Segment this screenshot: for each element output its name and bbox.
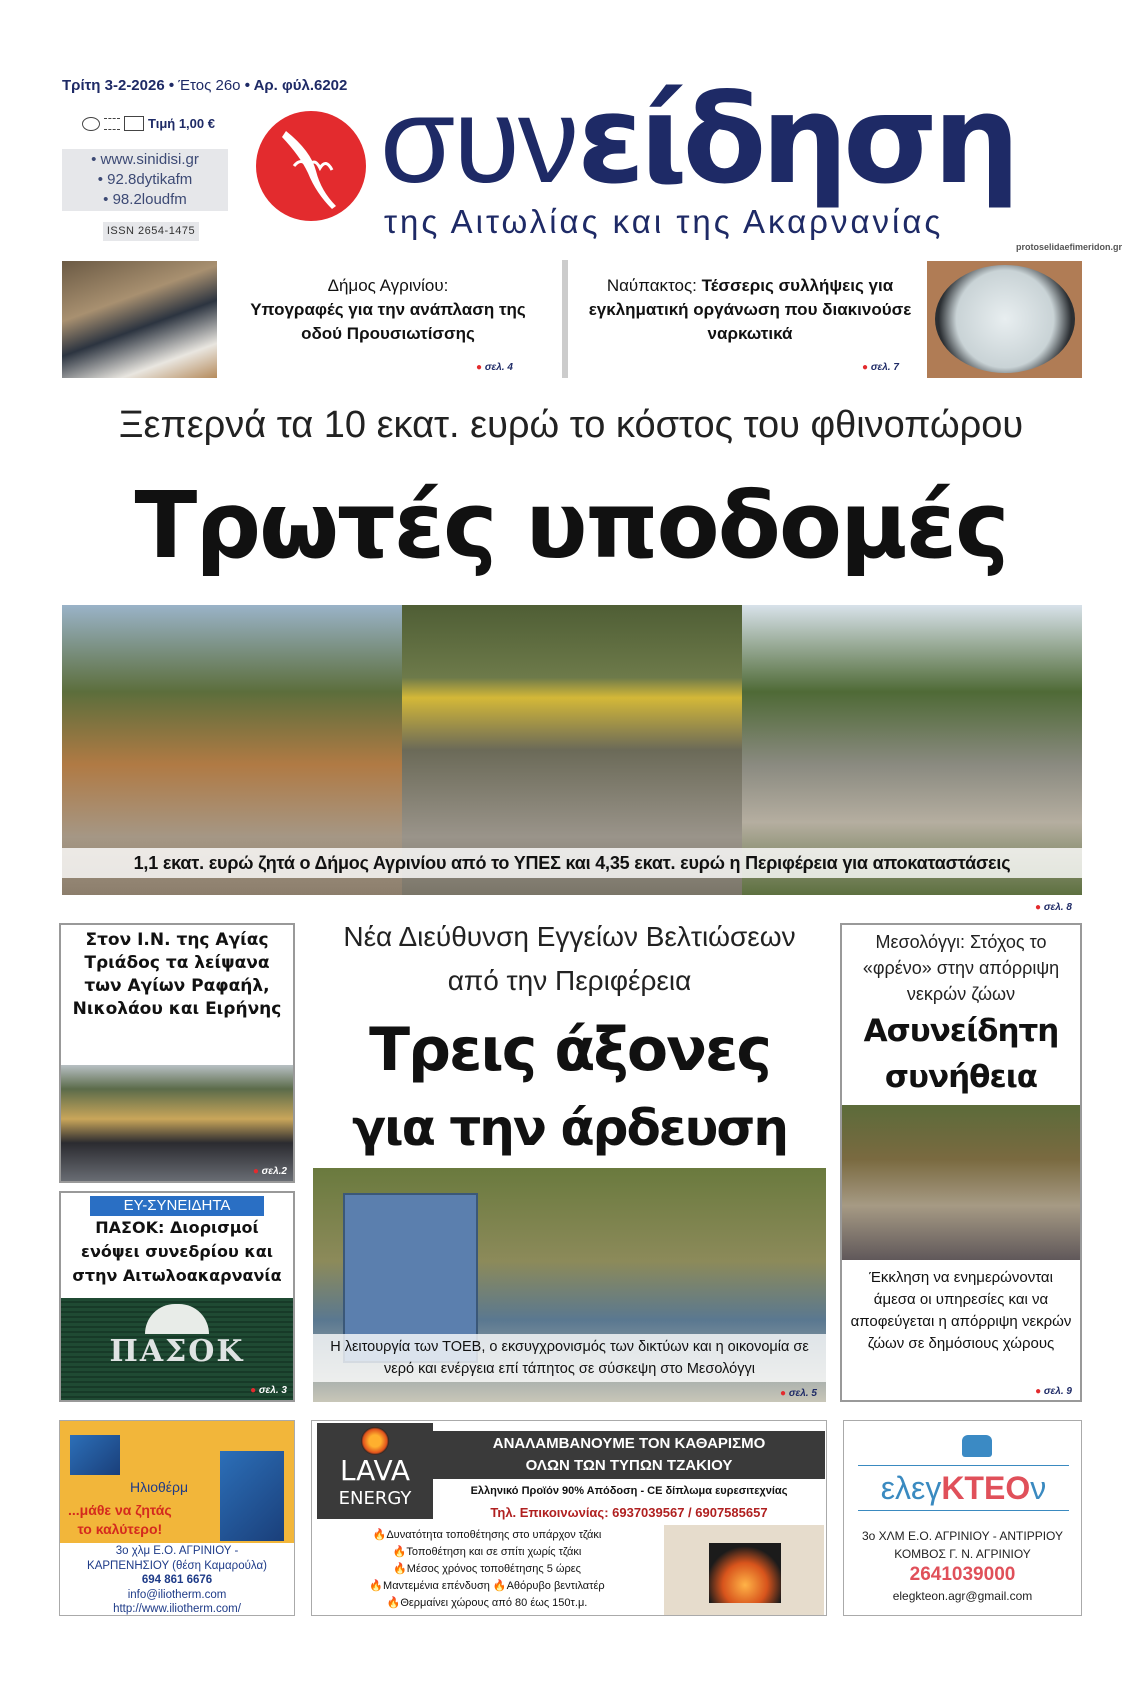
link-radio-dytika: • 92.8dytikafm [97, 171, 193, 188]
story-title: Τέσσερις συλλήψεις για εγκληματική οργάνωση που διακινούσε ναρκωτικά [588, 276, 912, 343]
page-ref: ● σελ. 4 [476, 362, 513, 373]
right-headline-1: Ασυνείδητη [863, 1013, 1059, 1049]
page-ref: ● σελ. 9 [1035, 1386, 1072, 1397]
lava-banner: ΑΝΑΛΑΜΒΑΝΟΥΜΕ ΤΟΝ ΚΑΘΑΡΙΣΜΟ ΟΛΩΝ ΤΩΝ ΤΥΠΩΝ ΤΖΑΚΙΟΥ [433, 1431, 825, 1479]
media-links [62, 149, 228, 211]
link-radio-loud: • 98.2loudfm [103, 191, 187, 208]
center-headline-2[interactable]: για την άρδευση [352, 1099, 787, 1157]
story-kicker: Δήμος Αγρινίου: [327, 276, 449, 295]
flame-icon [361, 1427, 389, 1455]
lava-logo: LAVA ENERGY [317, 1423, 433, 1519]
price-row [82, 116, 215, 131]
story-title: ΠΑΣΟΚ: Διορισμοί ενόψει συνεδρίου και στην Αιτωλοακαρνανία [72, 1218, 282, 1285]
center-caption-text: Η λειτουργία των ΤΟΕΒ, ο εκσυγχρονισμός των δικτύων και η οικονομία σε νερό και ενέργεια επί τάπητος σε σύσκεψη στο Μεσολόγγι [330, 1339, 809, 1377]
lead-kicker: Ξεπερνά τα 10 εκατ. ευρώ το κόστος του φθινοπώρου [118, 404, 1024, 446]
center-kicker-line1: Νέα Διεύθυνση Εγγείων Βελτιώσεων [343, 921, 796, 952]
newspaper-tagline: της Αιτωλίας και της Ακαρνανίας [384, 203, 944, 240]
right-headline-2: συνήθεια [884, 1059, 1038, 1095]
solar-panel-icon [70, 1435, 120, 1475]
lead-caption: 1,1 εκατ. ευρώ ζητά ο Δήμος Αγρινίου από το ΥΠΕΣ και 4,35 εκατ. ευρώ η Περιφέρεια για αποκαταστάσεις [62, 848, 1082, 878]
elta-stamp-icon [124, 116, 144, 131]
top-story-2[interactable] [585, 274, 915, 346]
story-title: Υπογραφές για την ανάπλαση της οδού Προυσιωτίσσης [250, 300, 526, 343]
issn: ISSN 2654-1475 [103, 222, 199, 241]
price: Τιμή 1,00 € [148, 116, 215, 131]
ad-lava-energy[interactable] [311, 1420, 827, 1616]
page-ref: ● σελ. 7 [862, 362, 899, 373]
right-kicker: Μεσολόγγι: Στόχος το «φρένο» στην απόρριψη νεκρών ζώων [862, 932, 1060, 1004]
divider [562, 260, 568, 378]
fireplace-photo [664, 1525, 824, 1615]
page-ref: ● σελ. 3 [250, 1385, 287, 1396]
photo-ditch [842, 1105, 1080, 1260]
page-ref: ● σελ. 5 [780, 1388, 817, 1399]
issue-info: Τρίτη 3-2-2026 • Έτος 26ο • Αρ. φύλ.6202 [62, 77, 348, 94]
lead-headline[interactable]: Τρωτές υποδομές [134, 472, 1008, 579]
issue-number: Αρ. φύλ.6202 [253, 77, 348, 94]
story-dead-animals[interactable] [840, 923, 1082, 1402]
story-pasok[interactable] [59, 1191, 295, 1402]
story-relics[interactable] [59, 923, 295, 1183]
issue-date: Τρίτη 3-2-2026 [62, 77, 165, 94]
story-kicker: Ναύπακτος: [606, 276, 697, 295]
newspaper-title [380, 70, 1015, 210]
link-website[interactable]: • www.sinidisi.gr [91, 151, 199, 168]
postal-stamp-icon [82, 117, 100, 131]
pasok-sign-text: ΠΑΣΟΚ [109, 1334, 245, 1369]
elegkteon-contact: 3ο ΧΛΜ Ε.Ο. ΑΓΡΙΝΙΟΥ - ΑΝΤΙΡΡΙΟΥ ΚΟΜΒΟΣ Γ. Ν. ΑΓΡΙΝΙΟΥ 2641039000 elegkteon.agr@gmail.com [861, 1529, 1064, 1603]
elegkteon-logo: ελεγΚΤΕΟν [858, 1465, 1069, 1511]
watermark: protoselidaefimeridon.gr [1015, 242, 1122, 252]
solar-panel-icon [220, 1451, 284, 1541]
lava-product: Ελληνικό Προϊόν 90% Απόδοση - CE δίπλωμα ευρεσιτεχνίας [470, 1485, 788, 1497]
pen-logo-icon [256, 111, 366, 221]
ad-iliotherm-contact: 3ο χλμ Ε.Ο. ΑΓΡΙΝΙΟΥ - ΚΑΡΠΕΝΗΣΙΟΥ (θέση Καμαρούλα) 694 861 6676 info@iliotherm.com http://www.iliotherm.com/ [87, 1545, 267, 1615]
top-story-1[interactable] [228, 274, 548, 346]
issue-year: Έτος 26ο [178, 77, 241, 94]
ad-iliotherm[interactable] [59, 1420, 295, 1616]
ad-iliotherm-brand: Ηλιοθέρμ [130, 1479, 189, 1495]
right-text: Έκκληση να ενημερώνονται άμεσα οι υπηρεσίες και να αποφεύγεται η απόρριψη νεκρών ζώων σε δημόσιους χώρους [850, 1269, 1072, 1352]
center-kicker-line2: από την Περιφέρεια [447, 965, 692, 996]
story-photo-drugs [927, 261, 1082, 378]
ad-elegkteon[interactable] [843, 1420, 1082, 1616]
postal-lines-icon [104, 118, 120, 130]
page-ref: ● σελ.2 [253, 1166, 287, 1177]
section-label: ΕΥ-ΣΥΝΕΙΔΗΤΑ [90, 1196, 264, 1216]
pasok-sun-icon [145, 1304, 209, 1334]
car-check-icon [962, 1435, 992, 1457]
lava-features: 🔥Δυνατότητα τοποθέτησης στο υπάρχον τζάκι 🔥Τοποθέτηση και σε σπίτι χωρίς τζάκι 🔥Μέσος χρόνος τοποθέτησης 5 ώρες 🔥Μαντεμένια επένδυση 🔥Αθόρυβο βεντιλατέρ 🔥Θερμαίνει χώρους από 80 έως 150τ.μ. [369, 1529, 605, 1609]
lava-phones: Τηλ. Επικοινωνίας: 6937039567 / 6907585657 [490, 1505, 768, 1520]
title-bold: είδηση [577, 69, 1015, 211]
page-ref: ● σελ. 8 [1035, 902, 1072, 913]
title-light: συν [380, 72, 578, 208]
center-kicker [313, 915, 826, 1003]
ad-iliotherm-slogan: ...μάθε να ζητάς το καλύτερο! [68, 1502, 172, 1537]
story-photo-signing [62, 261, 217, 378]
center-caption [313, 1334, 826, 1382]
center-headline-1[interactable]: Τρεις άξονες [369, 1015, 770, 1085]
story-title: Στον Ι.Ν. της Αγίας Τριάδος τα λείψανα των Αγίων Ραφαήλ, Νικολάου και Ειρήνης [72, 930, 282, 1019]
